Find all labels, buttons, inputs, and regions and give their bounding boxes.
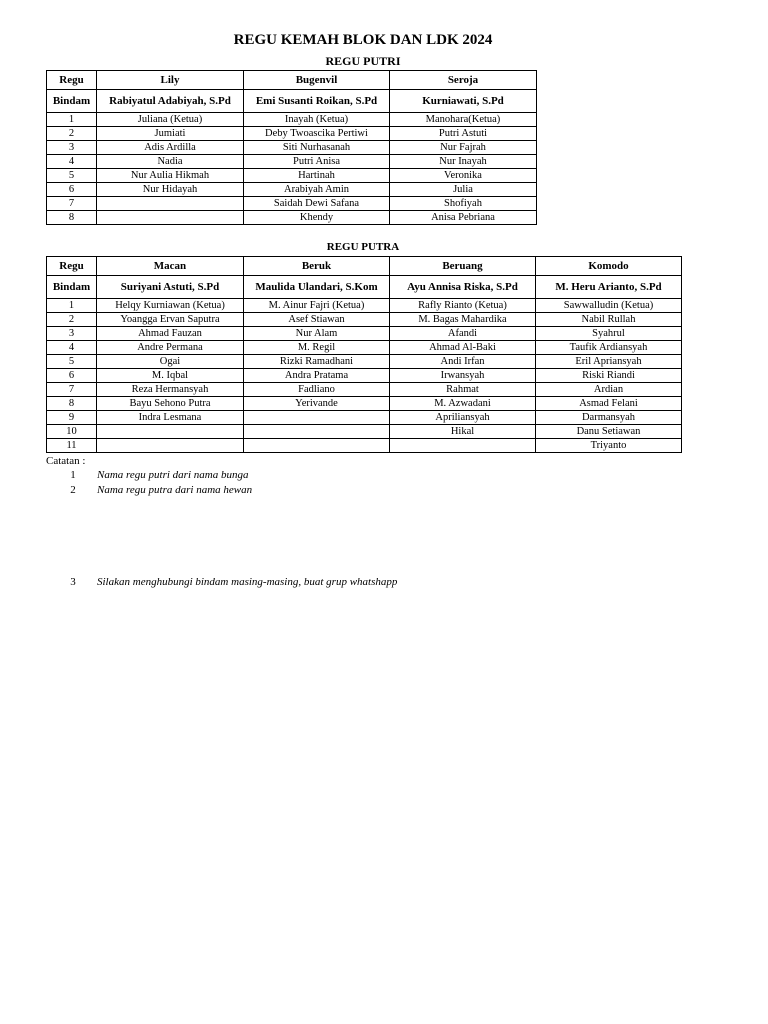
member-name: Arabiyah Amin [244, 183, 390, 197]
row-number: 4 [47, 341, 97, 355]
table-row [47, 313, 682, 327]
member-name: Nur Alam [244, 327, 390, 341]
row-number: 7 [47, 383, 97, 397]
member-name [244, 439, 390, 453]
member-name: M. Bagas Mahardika [390, 313, 536, 327]
table-row [47, 211, 537, 225]
member-name: Siti Nurhasanah [244, 141, 390, 155]
member-name: Andre Permana [97, 341, 244, 355]
bindam-name: Suriyani Astuti, S.Pd [97, 276, 244, 299]
regu-label: Regu [47, 71, 97, 90]
group-name: Macan [97, 257, 244, 276]
member-name [244, 411, 390, 425]
bindam-label: Bindam [47, 276, 97, 299]
table-row [47, 113, 537, 127]
member-name: Ogai [97, 355, 244, 369]
table-row [47, 341, 682, 355]
member-name: Rafly Rianto (Ketua) [390, 299, 536, 313]
row-number: 4 [47, 155, 97, 169]
document-title: REGU KEMAH BLOK DAN LDK 2024 [233, 32, 493, 48]
member-name: Nur Hidayah [97, 183, 244, 197]
bindam-name: M. Heru Arianto, S.Pd [536, 276, 682, 299]
bindam-name: Ayu Annisa Riska, S.Pd [390, 276, 536, 299]
member-name: Ahmad Fauzan [97, 327, 244, 341]
note-text: Silakan menghubungi bindam masing-masing, buat grup whatshapp [97, 576, 398, 588]
member-name: Bayu Sehono Putra [97, 397, 244, 411]
member-name: Syahrul [536, 327, 682, 341]
bindam-label: Bindam [47, 90, 97, 113]
member-name: Sawwalludin (Ketua) [536, 299, 682, 313]
member-name: Putri Anisa [244, 155, 390, 169]
member-name: M. Azwadani [390, 397, 536, 411]
member-name: Veronika [390, 169, 537, 183]
member-name: Indra Lesmana [97, 411, 244, 425]
member-name: Anisa Pebriana [390, 211, 537, 225]
member-name: Deby Twoascika Pertiwi [244, 127, 390, 141]
table-row [47, 425, 682, 439]
member-name: Triyanto [536, 439, 682, 453]
member-name: Khendy [244, 211, 390, 225]
note-text: Nama regu putra dari nama hewan [97, 484, 253, 496]
group-name: Beruk [244, 257, 390, 276]
bindam-name: Kurniawati, S.Pd [390, 90, 537, 113]
member-name: Yoangga Ervan Saputra [97, 313, 244, 327]
group-name: Lily [97, 71, 244, 90]
row-number: 8 [47, 211, 97, 225]
putra-table [46, 256, 682, 453]
note-number: 1 [70, 469, 76, 481]
member-name [390, 439, 536, 453]
member-name: Julia [390, 183, 537, 197]
member-name: Andra Pratama [244, 369, 390, 383]
row-number: 5 [47, 169, 97, 183]
notes-label: Catatan : [46, 455, 86, 467]
bindam-name: Emi Susanti Roikan, S.Pd [244, 90, 390, 113]
member-name: Eril Apriansyah [536, 355, 682, 369]
member-name: Nur Inayah [390, 155, 537, 169]
member-name: Rizki Ramadhani [244, 355, 390, 369]
member-name: M. Iqbal [97, 369, 244, 383]
table-row [47, 197, 537, 211]
member-name: Afandi [390, 327, 536, 341]
member-name [97, 425, 244, 439]
bindam-row [47, 276, 682, 299]
member-name: Manohara(Ketua) [390, 113, 537, 127]
row-number: 7 [47, 197, 97, 211]
member-name: Andi Irfan [390, 355, 536, 369]
table-row [47, 141, 537, 155]
member-name: Ahmad Al-Baki [390, 341, 536, 355]
table-row [47, 183, 537, 197]
note-number: 3 [70, 576, 76, 588]
row-number: 10 [47, 425, 97, 439]
table-row [47, 383, 682, 397]
putri-heading: REGU PUTRI [325, 54, 401, 68]
table-row [47, 127, 537, 141]
member-name [97, 197, 244, 211]
member-name: Fadliano [244, 383, 390, 397]
putri-table [46, 70, 537, 225]
member-name: Ardian [536, 383, 682, 397]
row-number: 1 [47, 299, 97, 313]
table-row [47, 169, 537, 183]
member-name: Rahmat [390, 383, 536, 397]
group-name: Beruang [390, 257, 536, 276]
member-name [97, 439, 244, 453]
member-name: Jumiati [97, 127, 244, 141]
table-row [47, 155, 537, 169]
table-row [47, 355, 682, 369]
member-name: Reza Hermansyah [97, 383, 244, 397]
member-name: Riski Riandi [536, 369, 682, 383]
member-name: Putri Astuti [390, 127, 537, 141]
group-name: Bugenvil [244, 71, 390, 90]
regu-label: Regu [47, 257, 97, 276]
member-name: Nur Aulia Hikmah [97, 169, 244, 183]
member-name: Taufik Ardiansyah [536, 341, 682, 355]
putra-heading: REGU PUTRA [326, 241, 400, 253]
member-name: Hikal [390, 425, 536, 439]
row-number: 9 [47, 411, 97, 425]
member-name: Inayah (Ketua) [244, 113, 390, 127]
row-number: 11 [47, 439, 97, 453]
member-name: Nur Fajrah [390, 141, 537, 155]
row-number: 5 [47, 355, 97, 369]
member-name: Saidah Dewi Safana [244, 197, 390, 211]
group-header-row [47, 257, 682, 276]
member-name: Helqy Kurniawan (Ketua) [97, 299, 244, 313]
member-name: Adis Ardilla [97, 141, 244, 155]
row-number: 3 [47, 141, 97, 155]
table-row [47, 327, 682, 341]
member-name: M. Regil [244, 341, 390, 355]
member-name [244, 425, 390, 439]
member-name: Irwansyah [390, 369, 536, 383]
member-name: Asmad Felani [536, 397, 682, 411]
row-number: 6 [47, 183, 97, 197]
member-name: Hartinah [244, 169, 390, 183]
group-name: Seroja [390, 71, 537, 90]
member-name: Juliana (Ketua) [97, 113, 244, 127]
table-row [47, 439, 682, 453]
bindam-name: Maulida Ulandari, S.Kom [244, 276, 390, 299]
member-name: Darmansyah [536, 411, 682, 425]
row-number: 2 [47, 313, 97, 327]
member-name: Shofiyah [390, 197, 537, 211]
member-name: Apriliansyah [390, 411, 536, 425]
group-header-row [47, 71, 537, 90]
member-name [97, 211, 244, 225]
row-number: 8 [47, 397, 97, 411]
note-text: Nama regu putri dari nama bunga [97, 469, 249, 481]
table-row [47, 369, 682, 383]
member-name: M. Ainur Fajri (Ketua) [244, 299, 390, 313]
member-name: Danu Setiawan [536, 425, 682, 439]
table-row [47, 299, 682, 313]
table-row [47, 411, 682, 425]
bindam-name: Rabiyatul Adabiyah, S.Pd [97, 90, 244, 113]
group-name: Komodo [536, 257, 682, 276]
note-number: 2 [70, 484, 76, 496]
row-number: 3 [47, 327, 97, 341]
member-name: Nadia [97, 155, 244, 169]
member-name: Yerivande [244, 397, 390, 411]
member-name: Asef Stiawan [244, 313, 390, 327]
row-number: 1 [47, 113, 97, 127]
row-number: 2 [47, 127, 97, 141]
bindam-row [47, 90, 537, 113]
table-row [47, 397, 682, 411]
member-name: Nabil Rullah [536, 313, 682, 327]
row-number: 6 [47, 369, 97, 383]
